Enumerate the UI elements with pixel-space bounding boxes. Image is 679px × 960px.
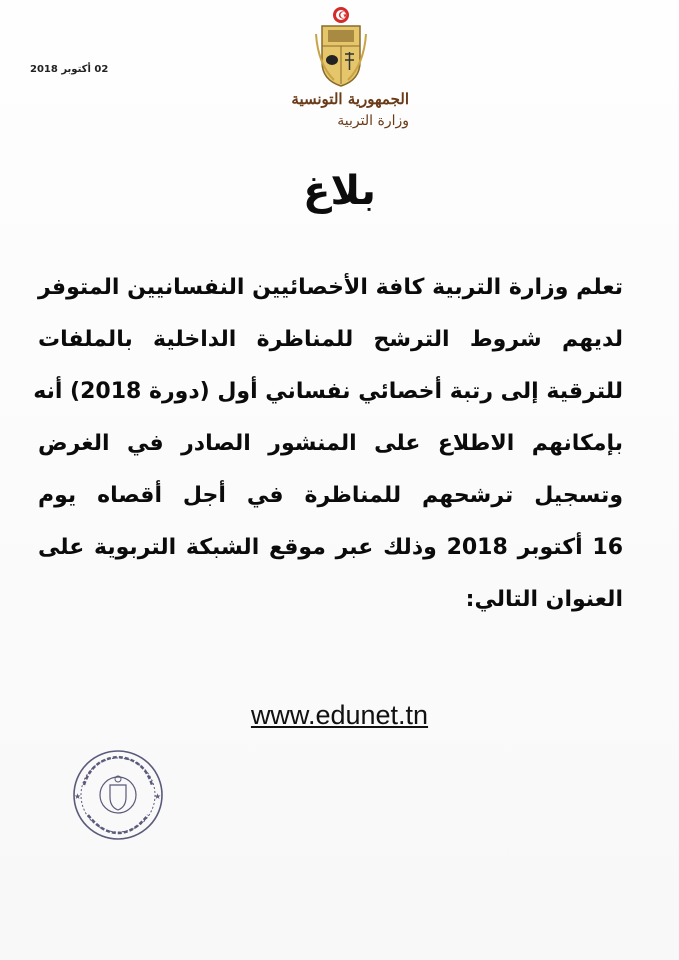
- republic-name: الجمهورية التونسية: [291, 90, 409, 108]
- svg-text:★: ★: [74, 792, 82, 801]
- ministry-name: وزارة التربية: [337, 113, 409, 129]
- body-line: للترقية إلى رتبة أخصائي نفساني أول (دورة 2018) أنه: [33, 379, 623, 404]
- body-line: 16 أكتوبر 2018 وذلك عبر موقع الشبكة التربوية على: [38, 535, 624, 560]
- svg-text:★: ★: [154, 792, 162, 801]
- announcement-body: [33, 262, 624, 626]
- body-line: وتسجيل ترشحهم للمناظرة في أجل أقصاه يوم: [38, 483, 623, 508]
- body-line: لديهم شروط الترشح للمناظرة الداخلية بالملفات: [38, 327, 623, 352]
- letterhead: [291, 88, 409, 132]
- coat-of-arms-icon: [314, 4, 368, 88]
- official-stamp-icon: [62, 745, 174, 845]
- body-line: تعلم وزارة التربية كافة الأخصائيين النفسانيين المتوفر: [38, 275, 623, 300]
- body-line: بإمكانهم الاطلاع على المنشور الصادر في الغرض: [38, 431, 623, 456]
- announcement-title: بلاغ: [303, 168, 376, 214]
- body-line: العنوان التالي:: [465, 587, 623, 612]
- document-date: 02 أكتوبر 2018: [30, 64, 109, 75]
- website-link[interactable]: www.edunet.tn: [250, 700, 429, 730]
